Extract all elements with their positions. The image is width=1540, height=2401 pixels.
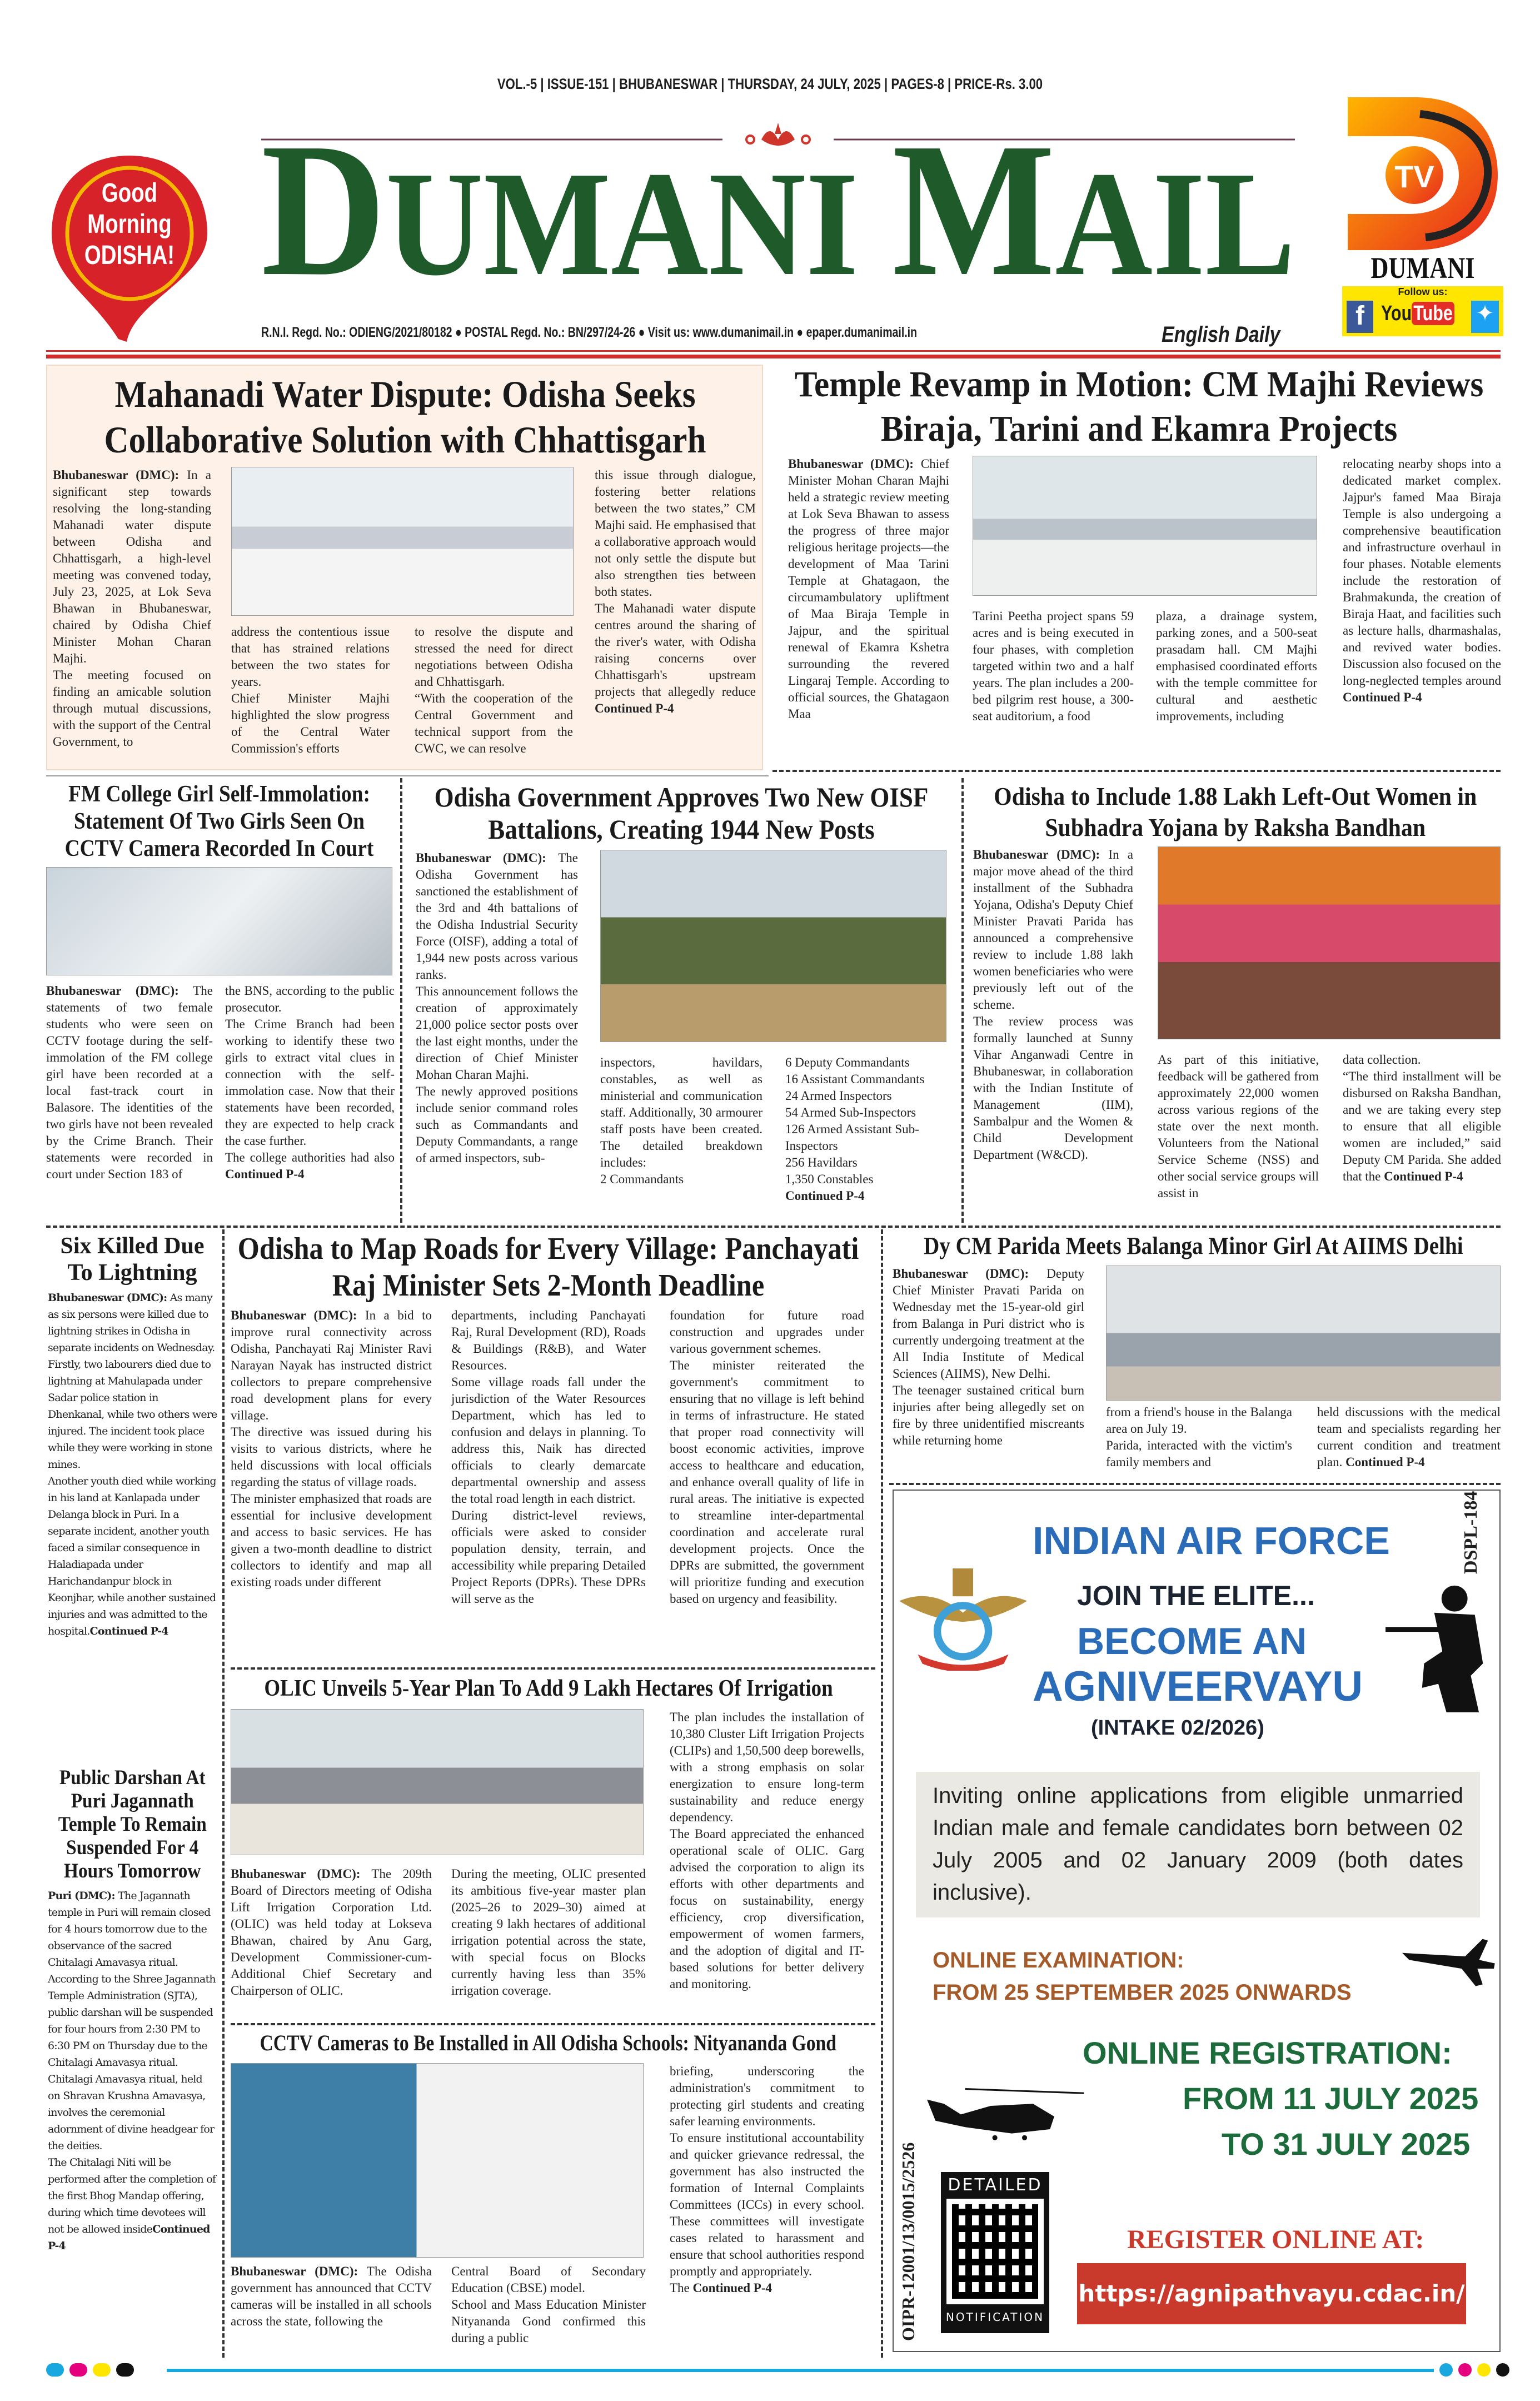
paragraph-text: School and Mass Education Minister Nityananda Gond confirmed this during a public <box>451 2298 646 2345</box>
article-paragraph <box>48 1356 217 1473</box>
continued-link[interactable]: Continued P-4 <box>785 1189 865 1203</box>
article-paragraph <box>48 1971 217 2071</box>
paragraph-text: The review process was formally launched at Sunny Vihar Anganwadi Centre in Bhubaneswar, in collaboration with the Indian Institute of Management (IIM), Sambalpur and the Women & Child Development Department (W&CD). <box>973 1014 1133 1162</box>
divider <box>961 778 964 1223</box>
article-paragraph <box>670 1826 864 1992</box>
article-paragraph <box>785 1054 948 1071</box>
masthead-title <box>261 103 1295 316</box>
article-paragraph <box>1317 1404 1501 1471</box>
paragraph-text: The Board appreciated the enhanced operational scale of OLIC. Garg advised the corporation to align its efforts with other departments and focus on sustainability, energy efficiency, crop diversification, empowerment of women farmers, and the adoption of digital and IT-based solutions for better delivery and monitoring. <box>670 1827 864 1991</box>
temple-col-4 <box>1343 456 1501 706</box>
divider <box>773 770 1501 772</box>
cctv-col-2 <box>451 2263 646 2347</box>
article-paragraph <box>231 1307 432 1424</box>
article-paragraph <box>1106 1437 1292 1471</box>
paragraph-text: The Odisha Government has sanctioned the establishment of the 3rd and 4th battalions of the Odisha Industrial Security Force (OISF), adding a total of 1,944 new posts across various ranks. <box>416 851 578 982</box>
good-morning-badge <box>46 150 213 345</box>
edition-line: VOL.-5 | ISSUE-151 | BHUBANESWAR | THURSDAY, 24 JULY, 2025 | PAGES-8 | PRICE-Rs. 3.00 <box>497 76 1043 92</box>
article-paragraph <box>416 983 578 1083</box>
header-rule <box>46 350 1501 352</box>
olic-col-2 <box>451 1866 646 1999</box>
paragraph-text: The minister emphasized that roads are essential for inclusive development and access to basic services. He has given a two-month deadline to district collectors to identify and map all existing roads under different <box>231 1492 432 1589</box>
headline-subhadra[interactable]: Odisha to Include 1.88 Lakh Left-Out Women in Subhadra Yojana by Raksha Bandhan <box>994 782 1477 841</box>
paragraph-text: 16 Assistant Commandants <box>785 1072 925 1086</box>
mahanadi-col-2 <box>231 624 390 757</box>
article-paragraph <box>1158 1052 1319 1202</box>
headline-oisf[interactable]: Odisha Government Approves Two New OISF Battalions, Creating 1944 New Posts <box>434 781 929 845</box>
dateline: Bhubaneswar (DMC): <box>416 851 546 865</box>
ad-join: JOIN THE ELITE... <box>1077 1580 1315 1611</box>
article-paragraph <box>231 1424 432 1491</box>
masthead-letter: M <box>892 103 1055 316</box>
divider <box>881 1229 883 2358</box>
photo-dycm-aiims <box>1106 1266 1501 1401</box>
ad-exam-date: FROM 25 SEPTEMBER 2025 ONWARDS <box>933 1980 1352 2005</box>
fighter-jet-icon <box>1402 1935 1497 1988</box>
article-paragraph <box>451 1507 646 1607</box>
paragraph-text: The newly approved positions include senior command roles such as Commandants and Deputy Commandants, a range of armed inspectors, sub- <box>416 1084 578 1165</box>
tv-text: TV <box>1394 159 1434 194</box>
paragraph-text: The plan includes the installation of 10,380 Cluster Lift Irrigation Projects (CLIPs) and 1,50,500 deep borewells, with a strong emphasis on solar energization to ensure long-term sustainability and reduce energy dependency. <box>670 1710 864 1824</box>
divider <box>46 775 769 776</box>
roads-col-3 <box>670 1307 864 1607</box>
headline-cctv[interactable]: CCTV Cameras to Be Installed in All Odisha Schools: Nityananda Gond <box>260 2030 836 2055</box>
paragraph-text: briefing, underscoring the administration's commitment to protecting girl students and creating safer learning environments. <box>670 2064 864 2128</box>
ad-oipr-code: OIPR-12001/13/0015/2526 <box>898 2142 918 2341</box>
roads-col-2 <box>451 1307 646 1607</box>
paragraph-text: Some village roads fall under the jurisdiction of the Water Resources Department, which has led to confusion and delays in planning. To address this, Naik has directed officials to clearly demarcate departmental ownership and assess the total road length in each district. <box>451 1375 646 1506</box>
article-paragraph <box>600 1054 762 1171</box>
headline-lightning[interactable]: Six Killed Due To Lightning <box>60 1233 205 1286</box>
continued-link[interactable]: Continued P-4 <box>595 701 674 715</box>
article-paragraph <box>451 2263 646 2297</box>
photo-subhadra-event <box>1158 846 1501 1039</box>
ad-registration-label: ONLINE REGISTRATION: <box>1083 2035 1452 2070</box>
paragraph-text: The Mahanadi water dispute centres around the sharing of the river's water, with Odisha raising concerns over Chhattisgarh's upstream projects that allegedly reduce <box>595 601 756 699</box>
article-paragraph <box>785 1121 948 1154</box>
photo-mahanadi-meeting <box>231 467 574 616</box>
paragraph-text: Tarini Peetha project spans 59 acres and is being executed in four phases, with completion targeted within two and a half years. The plan includes a 200-bed pilgrim rest house, a 300-seat auditorium, a food <box>973 609 1134 723</box>
article-paragraph <box>973 1013 1133 1163</box>
article-paragraph <box>600 1171 762 1188</box>
ad-title: INDIAN AIR FORCE <box>1033 1519 1390 1562</box>
divider <box>231 1667 875 1670</box>
ad-url: https://agnipathvayu.cdac.in/ <box>1078 2280 1465 2307</box>
paragraph-text: this issue through dialogue, fostering better relations between the two states,” CM Majhi said. He emphasised that a collaborative approach would not only settle the dispute but also strengthen ties between both states. <box>595 468 756 599</box>
article-paragraph <box>48 2071 217 2154</box>
qr-code-box[interactable] <box>941 2172 1049 2333</box>
mahanadi-col-1 <box>53 467 211 750</box>
continued-link[interactable]: Continued P-4 <box>1345 1455 1425 1469</box>
header-rule <box>46 355 1501 358</box>
dateline: Bhubaneswar (DMC): <box>48 1292 167 1304</box>
dumani-tv-logo <box>1342 92 1503 336</box>
divider <box>231 2023 875 2025</box>
paragraph-text: In a major move ahead of the third installment of the Subhadra Yojana, Odisha's Deputy Chief Minister Pravati Parida has announced a comprehensive review to include 1.88 lakh women beneficiaries who were previously left out of the scheme. <box>973 848 1133 1012</box>
paragraph-text: 54 Armed Sub-Inspectors <box>785 1105 916 1119</box>
masthead-letters: UMANI <box>386 141 859 307</box>
badge-line: Good <box>101 178 158 208</box>
article-paragraph <box>670 1307 864 1357</box>
follow-label: Follow us: <box>1398 286 1448 297</box>
photo-olic-meeting <box>231 1709 644 1855</box>
ad-exam-label: ONLINE EXAMINATION: <box>933 1948 1184 1972</box>
paragraph-text: According to the Shree Jagannath Temple Administration (SJTA), public darshan will be suspended for four hours from 2:30 PM to 6:30 PM on Thursday due to the Chitalagi Amavasya ritual. <box>48 1973 216 2069</box>
article-paragraph <box>1343 1068 1501 1185</box>
ad-inviting-text: Inviting online applications from eligible unmarried Indian male and female candidates born between 02 July 2005 and 02 January 2009 (both dates inclusive). <box>933 1784 1463 1905</box>
paragraph-text: In a significant step towards resolving the long-standing Mahanadi water dispute between Odisha and Chhattisgarh, a high-level meeting was convened today, July 23, 2025, at Lok Seva Bhawan in Bhubaneswar, chaired by Odisha Chief Minister Mohan Charan Majhi. <box>53 468 211 665</box>
paragraph-text: The meeting focused on finding an amicable solution through mutual discussions, with the support of the Central Government, to <box>53 668 211 749</box>
bottom-rule <box>167 2369 1434 2372</box>
article-paragraph <box>48 1887 217 1971</box>
headline-temple[interactable]: Temple Revamp in Motion: CM Majhi Reviews Biraja, Tarini and Ekamra Projects <box>794 364 1484 449</box>
darshan-col <box>48 1887 217 2254</box>
paragraph-text: from a friend's house in the Balanga area on July 19. <box>1106 1405 1292 1436</box>
article-paragraph <box>670 2063 864 2130</box>
paragraph-text: During the meeting, OLIC presented its ambitious five-year master plan (2025–26 to 2029–30) aimed at creating 9 lakh hectares of additional irrigation potential across the state, with special focus on Blocks currently having less than 35% irrigation coverage. <box>451 1867 646 1997</box>
lightning-col <box>48 1289 217 1640</box>
headline-mahanadi[interactable]: Mahanadi Water Dispute: Odisha Seeks Collaborative Solution with Chhattisgarh <box>104 373 706 461</box>
continued-link[interactable]: Continued P-4 <box>225 1167 305 1181</box>
dateline: Bhubaneswar (DMC): <box>231 1867 361 1881</box>
paragraph-text: 256 Havildars <box>785 1155 858 1169</box>
article-paragraph <box>785 1071 948 1088</box>
continued-link[interactable]: Continued P-4 <box>1384 1169 1463 1183</box>
badge-line: Morning <box>87 210 172 239</box>
paragraph-text: “With the cooperation of the Central Government and technical support from the CWC, we can resolve <box>415 691 573 755</box>
article-paragraph <box>893 1266 1084 1382</box>
photo-cctv-camera <box>231 2063 644 2258</box>
dateline: Bhubaneswar (DMC): <box>231 2264 358 2278</box>
paragraph-text: plaza, a drainage system, parking zones, and a 500-seat prasadam hall. CM Majhi emphasised coordinated efforts with the temple committee for cultural and aesthetic improvements, including <box>1156 609 1317 723</box>
qr-code-icon <box>946 2199 1044 2304</box>
paragraph-text: 1,350 Constables <box>785 1172 874 1186</box>
article-paragraph <box>670 1357 864 1607</box>
paragraph-text: Chitalagi Amavasya ritual, held on Shravan Krushna Amavasya, involves the ceremonial adornment of divine headgear for the deities. <box>48 2073 215 2152</box>
temple-col-2 <box>973 608 1134 725</box>
article-paragraph <box>785 1171 948 1204</box>
photo-temple-review <box>973 456 1317 596</box>
divider <box>889 1483 1501 1485</box>
helicopter-icon <box>927 2083 1088 2142</box>
article-paragraph <box>1106 1404 1292 1437</box>
article-paragraph <box>225 1016 395 1149</box>
article-paragraph <box>670 1709 864 1826</box>
article-paragraph <box>595 600 756 717</box>
ad-registration-to: TO 31 JULY 2025 <box>1222 2126 1471 2161</box>
paragraph-text: departments, including Panchayati Raj, Rural Development (RD), Roads & Buildings (R&B), and Water Resources. <box>451 1308 646 1372</box>
paragraph-text: Deputy Chief Minister Pravati Parida on Wednesday met the 15-year-old girl from Balanga in Puri district who is currently undergoing treatment at the All India Institute of Medical Sciences (AIIMS), New Delhi. <box>893 1267 1084 1381</box>
article-paragraph <box>451 1866 646 1999</box>
olic-col-3 <box>670 1709 864 1992</box>
paragraph-text: The Odisha government has announced that CCTV cameras will be installed in all schools across the state, following the <box>231 2264 432 2328</box>
paragraph-text: Chief Minister Majhi highlighted the slow progress of the Central Water Commission's efforts <box>231 691 390 755</box>
article-paragraph <box>231 1491 432 1591</box>
article-paragraph <box>451 2297 646 2347</box>
article-paragraph <box>973 846 1133 1013</box>
badge-line: ODISHA! <box>84 241 175 270</box>
paragraph-text: held discussions with the medical team and specialists regarding her current condition and treatment plan. <box>1317 1405 1501 1469</box>
paragraph-text: The Chitalagi Niti will be performed after the completion of the first Bhog Mandap offering, during which time devotees will not be allowed inside <box>48 2156 216 2235</box>
article-paragraph <box>415 690 573 757</box>
cctv-col-3 <box>670 2063 864 2297</box>
ad-inviting-box <box>916 1772 1480 1917</box>
cctv-col-1 <box>231 2263 432 2330</box>
article-paragraph <box>785 1104 948 1121</box>
color-registration-marks <box>1439 2363 1509 2377</box>
paragraph-text: The 209th Board of Directors meeting of Odisha Lift Irrigation Corporation Ltd. (OLIC) was held today at Lokseva Bhawan, chaired by Anu Garg, Development Commissioner-cum-Additional Chief Secretary and Chairperson of OLIC. <box>231 1867 432 1997</box>
ad-registration-from: FROM 11 JULY 2025 <box>1183 2081 1479 2116</box>
paragraph-text: The directive was issued during his visits to various districts, where he held discussions with local officials regarding the status of village roads. <box>231 1425 432 1489</box>
qr-top-label: DETAILED <box>948 2175 1043 2195</box>
article-paragraph <box>1343 1052 1501 1068</box>
raksha-col-1 <box>973 846 1133 1163</box>
headline-fm-college[interactable]: FM College Girl Self-Immolation: Statement Of Two Girls Seen On CCTV Camera Recorded In Court <box>64 781 374 861</box>
masthead-letter: D <box>261 103 386 316</box>
dateline: Bhubaneswar (DMC): <box>788 457 914 471</box>
ad-become: BECOME AN <box>1077 1620 1307 1662</box>
paragraph-text: 2 Commandants <box>600 1172 684 1186</box>
facebook-icon[interactable]: f <box>1347 301 1373 333</box>
paragraph-text: As many as six persons were killed due to lightning strikes in Odisha in separate incidents on Wednesday. <box>48 1292 215 1354</box>
fm-col-1 <box>46 983 213 1183</box>
ad-register-label: REGISTER ONLINE AT: <box>1127 2225 1424 2254</box>
continued-link[interactable]: Continued P-4 <box>48 2223 210 2252</box>
paragraph-text: relocating nearby shops into a dedicated market complex. Jajpur's famed Maa Biraja Temple is also undergoing a comprehensive beautification and infrastructure overhaul in four phases. Notable elements include the restoration of Brahmakunda, the creation of Biraja Haat, and facilities such as lecture halls, dharmashalas, and revived water bodies. Discussion also focused on the long-neglected temples around <box>1343 457 1501 688</box>
paragraph-text: As part of this initiative, feedback will be gathered from approximately 22,000 women across various regions of the state over the next month. Volunteers from the National Service Scheme (NSS) and other social service groups will assist in <box>1158 1053 1319 1200</box>
paragraph-text: During district-level reviews, officials were asked to consider population density, terrain, and accessibility while preparing Detailed Project Reports (DPRs). These DPRs will serve as the <box>451 1508 646 1606</box>
qr-bottom-label: NOTIFICATION <box>945 2310 1045 2324</box>
dycm-col-1 <box>893 1266 1084 1449</box>
fm-col-2 <box>225 983 395 1183</box>
paragraph-text: The Crime Branch had been working to identify these two girls to extract vital clues in connection with the self-immolation case. Now that their statements have been recorded, they are expected to help crack the case further. <box>225 1017 395 1148</box>
article-paragraph <box>225 983 395 1016</box>
ad-intake: (INTAKE 02/2026) <box>1091 1716 1264 1740</box>
oisf-col-3 <box>785 1054 948 1204</box>
temple-col-1 <box>788 456 949 723</box>
article-paragraph <box>48 1473 217 1640</box>
photo-oisf-parade <box>600 850 946 1042</box>
article-paragraph <box>670 2280 864 2297</box>
paragraph-text: Parida, interacted with the victim's family members and <box>1106 1438 1292 1469</box>
mahanadi-col-3 <box>415 624 573 757</box>
article-paragraph <box>451 1307 646 1374</box>
divider <box>222 1229 225 2358</box>
paragraph-text: data collection. <box>1343 1053 1421 1067</box>
headline-darshan[interactable]: Public Darshan At Puri Jagannath Temple To Remain Suspended For 4 Hours Tomorrow <box>58 1766 207 1882</box>
article-paragraph <box>48 1289 217 1356</box>
ad-agniveervayu: AGNIVEERVAYU <box>1033 1663 1363 1710</box>
paragraph-text: the BNS, according to the public prosecutor. <box>225 984 395 1014</box>
raksha-col-2 <box>1158 1052 1319 1202</box>
dycm-col-2 <box>1106 1404 1292 1471</box>
dateline: Bhubaneswar (DMC): <box>973 848 1100 861</box>
article-paragraph <box>1343 456 1501 706</box>
paragraph-text: “The third installment will be disbursed on Raksha Bandhan, and we are taking every step to ensure that all eligible women are included,” said Deputy CM Parida. She added that the <box>1343 1069 1501 1183</box>
article-paragraph <box>785 1088 948 1104</box>
olic-col-1 <box>231 1866 432 1999</box>
article-paragraph <box>416 1083 578 1167</box>
paragraph-text: Central Board of Secondary Education (CBSE) model. <box>451 2264 646 2295</box>
paragraph-text: foundation for future road construction and upgrades under various government schemes. <box>670 1308 864 1356</box>
article-paragraph <box>231 690 390 757</box>
tv-logo-icon <box>1342 92 1503 253</box>
paragraph-text: to resolve the dispute and stressed the need for direct negotiations between Odisha and Chhattisgarh. <box>415 625 573 689</box>
paragraph-text: This announcement follows the creation of approximately 21,000 police sector posts over the last eight months, under the direction of Chief Minister Mohan Charan Majhi. <box>416 984 578 1082</box>
color-registration-marks <box>46 2363 134 2377</box>
paragraph-text: To ensure institutional accountability and quicker grievance redressal, the government has also instructed the formation of Internal Complaints Committees (ICCs) in every school. These committees will investigate cases related to harassment and ensure that school authorities respond promptly and appropriately. <box>670 2131 864 2278</box>
headline-olic[interactable]: OLIC Unveils 5-Year Plan To Add 9 Lakh Hectares Of Irrigation <box>264 1676 833 1701</box>
continued-link[interactable]: Continued P-4 <box>89 1625 168 1637</box>
article-paragraph <box>46 983 213 1183</box>
iaf-advertisement[interactable] <box>893 1490 1501 2352</box>
paragraph-text: The minister reiterated the government's commitment to ensuring that no village is left behind in terms of infrastructure. He stated that proper road connectivity will boost economic activities, improve access to healthcare and education, and enhance overall quality of life in rural areas. The initiative is expected to streamline inter-departmental coordination and accelerate rural development projects. Once the DPRs are submitted, the government will prioritize funding and execution based on urgency and feasibility. <box>670 1358 864 1606</box>
article-paragraph <box>670 2130 864 2280</box>
paragraph-text: The statements of two female students who were seen on CCTV footage during the self-immolation of the FM college girl have been recorded at a local fast-track court in Balasore. The identities of the two girls have not been revealed by the Crime Branch. Their statements were recorded in court under Section 183 of <box>46 984 213 1181</box>
article-paragraph <box>53 467 211 667</box>
raksha-col-3 <box>1343 1052 1501 1185</box>
paragraph-text: 24 Armed Inspectors <box>785 1089 892 1103</box>
youtube-you: You <box>1381 302 1412 325</box>
iaf-emblem-icon <box>899 1568 1027 1671</box>
article-paragraph <box>1156 608 1317 725</box>
youtube-tube: Tube <box>1412 302 1454 325</box>
ad-dspl-code: DSPL-184 <box>1461 1491 1481 1574</box>
tagline: English Daily <box>1162 322 1280 347</box>
temple-col-3 <box>1156 608 1317 725</box>
article-paragraph <box>595 467 756 600</box>
article-paragraph <box>231 1866 432 1999</box>
article-paragraph <box>785 1154 948 1171</box>
paragraph-text: Chief Minister Mohan Charan Majhi held a strategic review meeting at Lok Seva Bhawan to assess the progress of three major religious heritage projects—the development of Maa Tarini Temple at Ghatagaon, the circumambulatory upliftment of Maa Biraja Temple in Jajpur, and the spiritual renewal of Ekamra Kshetra surrounding the revered Lingaraj Temple. According to official sources, the Ghatagaon Maa <box>788 457 949 721</box>
article-paragraph <box>231 2263 432 2330</box>
article-paragraph <box>48 2154 217 2254</box>
dateline: Bhubaneswar (DMC): <box>46 984 179 998</box>
paragraph-text: Another youth died while working in his land at Kanlapada under Delanga block in Puri. In a separate incident, another youth faced a similar consequence in Haladiapada under Harichandanpur block in Keonjhar, while another sustained injuries and was admitted to the hospital. <box>48 1475 216 1637</box>
mahanadi-col-4 <box>595 467 756 717</box>
article-paragraph <box>451 1374 646 1507</box>
youtube-icon[interactable] <box>1381 302 1454 326</box>
paragraph-text: inspectors, havildars, constables, as well as ministerial and communication staff. Additionally, 30 armourer staff posts have been created. The detailed breakdown includes: <box>600 1055 762 1169</box>
paragraph-text: address the contentious issue that has strained relations between the two states for years. <box>231 625 390 689</box>
dateline: Bhubaneswar (DMC): <box>53 468 180 482</box>
paragraph-text: The <box>670 2281 693 2295</box>
article-paragraph <box>893 1382 1084 1449</box>
dateline: Puri (DMC): <box>48 1890 115 1902</box>
oisf-col-1 <box>416 850 578 1167</box>
paragraph-text: 6 Deputy Commandants <box>785 1055 910 1069</box>
paragraph-text: Firstly, two labourers died due to lightning at Mahulapada under Sadar police station in Dhenkanal, while two others were injured. The incident took place while they were working in stone mines. <box>48 1358 217 1471</box>
divider <box>400 778 402 1223</box>
paragraph-text: The teenager sustained critical burn injuries after being allegedly set on fire by three unidentified miscreants while returning home <box>893 1383 1084 1447</box>
registration-line: R.N.I. Regd. No.: ODIENG/2021/80182 ● POSTAL Regd. No.: BN/297/24-26 ● Visit us: www.dumanimail.in ● epaper.dumanimail.in <box>261 325 917 340</box>
headline-dycm[interactable]: Dy CM Parida Meets Balanga Minor Girl At AIIMS Delhi <box>924 1232 1463 1259</box>
dateline: Bhubaneswar (DMC): <box>893 1267 1029 1281</box>
paragraph-text: 126 Armed Assistant Sub-Inspectors <box>785 1122 919 1153</box>
article-paragraph <box>973 608 1134 725</box>
article-paragraph <box>225 1149 395 1183</box>
article-paragraph <box>53 667 211 750</box>
logo-name: DUMANI <box>1370 251 1475 285</box>
continued-link[interactable]: Continued P-4 <box>692 2281 773 2295</box>
soldier-silhouette-icon <box>1385 1582 1491 1716</box>
divider <box>46 1226 1501 1228</box>
dateline: Bhubaneswar (DMC): <box>231 1308 357 1322</box>
ad-url-button[interactable] <box>1077 2263 1466 2324</box>
continued-link[interactable]: Continued P-4 <box>1343 690 1422 704</box>
photo-cctv-footage <box>46 867 392 975</box>
masthead-letters: AIL <box>1055 141 1295 307</box>
roads-col-1 <box>231 1307 432 1591</box>
article-paragraph <box>788 456 949 723</box>
paragraph-text: The Jagannath temple in Puri will remain closed for 4 hours tomorrow due to the observance of the sacred Chitalagi Amavasya ritual. <box>48 1890 211 1969</box>
headline-roads[interactable]: Odisha to Map Roads for Every Village: Panchayati Raj Minister Sets 2-Month Deadline <box>237 1232 859 1303</box>
oisf-col-2 <box>600 1054 762 1188</box>
twitter-icon[interactable]: ✦ <box>1471 301 1499 333</box>
article-paragraph <box>231 624 390 690</box>
article-paragraph <box>415 624 573 690</box>
paragraph-text: In a bid to improve rural connectivity across Odisha, Panchayati Raj Minister Ravi Narayan Nayak has instructed district collectors to prepare comprehensive road development plans for every village. <box>231 1308 432 1422</box>
article-paragraph <box>416 850 578 983</box>
paragraph-text: The college authorities had also <box>225 1150 395 1164</box>
dycm-col-3 <box>1317 1404 1501 1471</box>
